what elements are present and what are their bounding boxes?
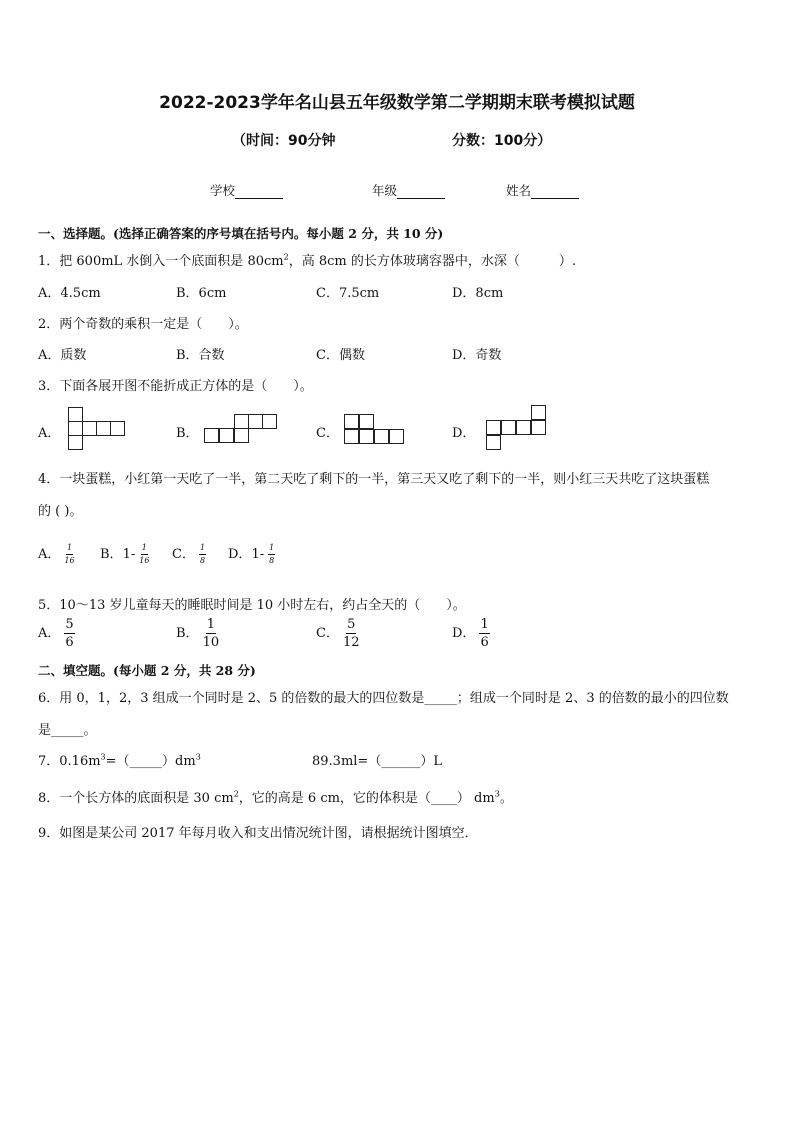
question-2: 2．两个奇数的乘积一定是（ ）。 [38,317,248,332]
q4-option-d[interactable]: D．1- $\frac{1}{8}$ [228,543,275,565]
q3-option-a[interactable]: A． [38,426,61,441]
q1-sup: 2 [283,252,289,262]
name-label: 姓名 [506,183,532,198]
q2-option-b[interactable]: B．合数 [176,348,225,363]
exam-time: （时间：90分钟 [232,133,336,149]
question-9: 9．如图是某公司 2017 年每月收入和支出情况统计图，请根据统计图填空． [38,826,478,841]
name-blank[interactable] [531,185,579,199]
question-7-right: 89.3ml=（______）L [312,754,442,769]
question-5: 5．10～13 岁儿童每天的睡眠时间是 10 小时左右，约占全天的（ ）。 [38,598,466,613]
q3-option-d[interactable]: D． [452,426,476,441]
question-6-line2: 是_____。 [38,723,97,738]
section2-title: 二、填空题。(每小题 2 分，共 28 分) [38,663,256,678]
school-field [210,181,283,199]
q1-option-d[interactable]: D．8cm [452,286,504,301]
section1-title: 一、选择题。(选择正确答案的序号填在括号内。每小题 2 分，共 10 分) [38,226,444,241]
q4-option-b[interactable]: B．1- $\frac{1}{16}$ [100,543,150,565]
q2-option-c[interactable]: C．偶数 [316,348,365,363]
school-blank[interactable] [235,185,283,199]
q1-option-b[interactable]: B．6cm [176,286,227,301]
q2-option-a[interactable]: A．质数 [38,348,87,363]
question-1 [38,250,576,269]
grade-field [372,181,445,199]
grade-label: 年级 [372,183,398,198]
question-6-line1: 6．用 0，1，2，3 组成一个同时是 2、5 的倍数的最大的四位数是_____；组成一个同时是 2、3 的倍数的最小的四位数 [38,691,729,706]
q3-option-b[interactable]: B． [176,426,199,441]
question-4-line2: 的 ( )。 [38,504,83,519]
page-title: 2022-2023学年名山县五年级数学第二学期期末联考模拟试题 [159,93,635,113]
question-3: 3．下面各展开图不能折成正方体的是（ ）。 [38,379,313,394]
q4-option-a[interactable]: A． $\frac{1}{16}$ [38,543,75,565]
q5-option-c[interactable]: C． $\frac{5}{12}$ [316,617,360,650]
q5-option-d[interactable]: D． $\frac{1}{6}$ [452,617,489,650]
question-8: 8．一个长方体的底面积是 30 $cm^2$，它的高是 6 cm，它的体积是（____） $dm^3$。 [38,789,513,806]
school-label: 学校 [210,183,236,198]
q1-option-c[interactable]: C．7.5cm [316,286,380,301]
q1-stem-b: ，高 8cm 的长方体玻璃容器中，水深（ ）. [288,254,576,269]
q2-option-d[interactable]: D．奇数 [452,348,502,363]
name-field [506,181,579,199]
question-7-left: 7．$0.16m^3=(\_\_\_\_\_)dm^3$ [38,752,201,769]
question-4-line1: 4．一块蛋糕，小红第一天吃了一半，第二天吃了剩下的一半，第三天又吃了剩下的一半，则小红三天共吃了这块蛋糕 [38,472,710,487]
exam-score: 分数：100分） [452,133,552,149]
q5-option-b[interactable]: B． $\frac{1}{10}$ [176,617,220,650]
q1-stem-a: 1．把 600mL 水倒入一个底面积是 80cm [38,254,284,269]
q1-option-a[interactable]: A．4.5cm [38,286,101,301]
grade-blank[interactable] [397,185,445,199]
q4-option-c[interactable]: C． $\frac{1}{8}$ [172,543,206,565]
q3-option-c[interactable]: C． [316,426,339,441]
q5-option-a[interactable]: A． $\frac{5}{6}$ [38,617,74,650]
